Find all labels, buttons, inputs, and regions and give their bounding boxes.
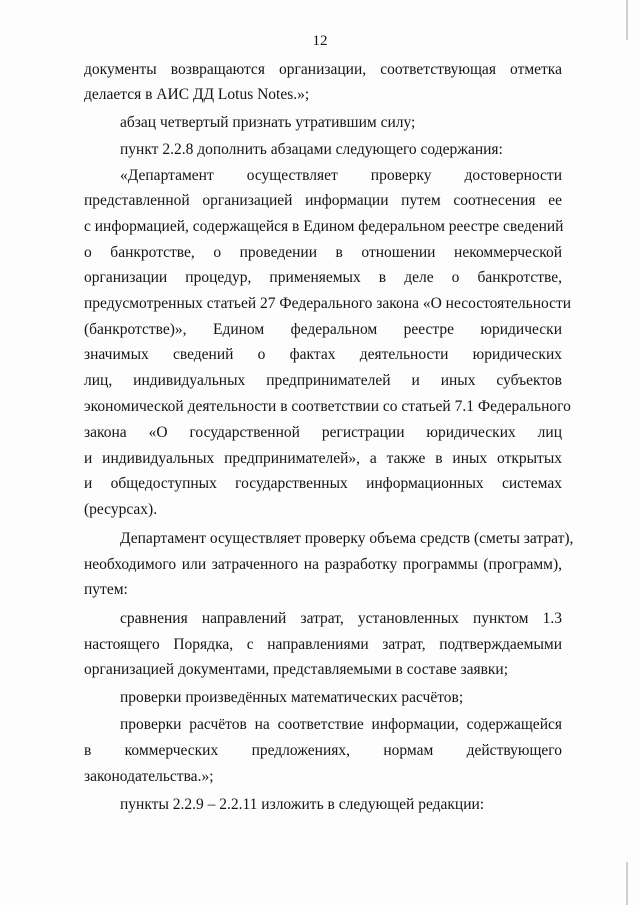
text-line: с информацией, содержащейся в Едином федеральном реестре сведений [84,218,564,235]
text-line: проверки произведённых математических расчётов; [120,689,464,706]
text-line: пункт 2.2.8 дополнить абзацами следующего содержания: [120,141,503,158]
text-line: настоящего Порядка, с направлениями затрат, подтверждаемыми [84,636,562,653]
text-line: документы возвращаются организации, соответствующая отметка [84,61,562,78]
scan-edge-mark [626,862,628,905]
text-line: делается в АИС ДД Lotus Notes.»; [84,86,310,103]
text-line: «Департамент осуществляет проверку достоверности [120,167,562,184]
text-line: (ресурсах). [84,501,158,518]
text-line: Департамент осуществляет проверку объема средств (сметы затрат), [120,530,574,547]
text-line: экономической деятельности в соответствии со статьей 7.1 Федерального [84,398,571,415]
text-line: абзац четвертый признать утратившим силу; [120,114,416,131]
text-line: законодательства.»; [84,768,214,785]
text-line: сравнения направлений затрат, установленных пунктом 1.3 [120,610,562,627]
text-line: организации процедур, применяемых в деле о банкротстве, [84,269,562,286]
text-line: представленной организацией информации путем соотнесения ее [84,192,562,209]
text-line: предусмотренных статьей 27 Федерального закона «О несостоятельности [84,295,572,312]
text-line: (банкротстве)», Едином федеральном реестре юридически [84,321,562,338]
text-line: проверки расчётов на соответствие информации, содержащейся [120,716,562,733]
text-line: значимых сведений о фактах деятельности юридических [84,346,562,363]
text-line: о банкротстве, о проведении в отношении некоммерческой [84,244,562,261]
text-line: путем: [84,581,128,598]
text-line: и общедоступных государственных информационных системах [84,475,562,492]
text-line: организацией документами, представляемыми в составе заявки; [84,661,509,678]
page-number: 12 [312,33,328,49]
text-line: лиц, индивидуальных предпринимателей и иных субъектов [84,372,562,389]
text-line: в коммерческих предложениях, нормам действующего [84,742,562,759]
text-line: закона «О государственной регистрации юридических лиц [84,424,562,441]
text-line: и индивидуальных предпринимателей», а также в иных открытых [84,450,562,467]
scan-edge-mark [626,0,628,40]
text-line: необходимого или затраченного на разработку программы (программ), [84,556,562,573]
text-line: пункты 2.2.9 – 2.2.11 изложить в следующей редакции: [120,796,485,813]
